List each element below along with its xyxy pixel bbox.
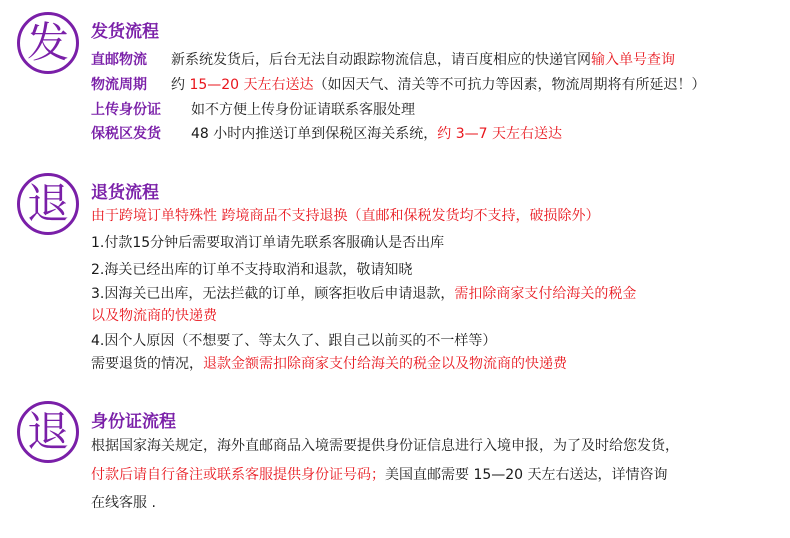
line-text: 美国直邮需要 15—20 天左右送达，详情咨询	[385, 467, 668, 483]
row-red: 约 3—7 天左右送达	[437, 126, 562, 142]
idcard-line-3: 在线客服 .	[91, 495, 156, 511]
idcard-section	[0, 385, 790, 535]
row-text: 48 小时内推送订单到保税区海关系统，	[191, 126, 438, 142]
row-prefix: 约	[171, 77, 190, 93]
row-label: 物流周期	[91, 77, 147, 93]
returns-badge-icon: 退	[17, 173, 79, 235]
row-label: 上传身份证	[91, 102, 161, 118]
idcard-badge-icon: 退	[17, 401, 79, 463]
idcard-title: 身份证流程	[91, 412, 176, 432]
returns-final	[91, 354, 567, 374]
item-text: 3.因海关已出库，无法拦截的订单，顾客拒收后申请退款，	[91, 286, 455, 302]
shipping-row-idcard	[91, 100, 415, 120]
shipping-row-direct	[91, 50, 675, 70]
row-text: 新系统发货后，后台无法自动跟踪物流信息，请百度相应的快递官网	[171, 52, 591, 68]
final-prefix: 需要退货的情况，	[91, 356, 203, 372]
returns-item-1: 1.付款15分钟后需要取消订单请先联系客服确认是否出库	[91, 235, 445, 251]
returns-section	[0, 160, 790, 380]
returns-item-4: 4.因个人原因（不想要了、等太久了、跟自己以前买的不一样等）	[91, 333, 497, 349]
row-label: 直邮物流	[91, 52, 147, 68]
item-red: 需扣除商家支付给海关的税金	[454, 286, 637, 302]
row-red-link: 输入单号查询	[591, 52, 675, 68]
line-red: 付款后请自行备注或联系客服提供身份证号码；	[91, 467, 385, 483]
shipping-badge-icon: 发	[17, 12, 79, 74]
idcard-line-1: 根据国家海关规定，海外直邮商品入境需要提供身份证信息进行入境申报，为了及时给您发货，	[91, 438, 679, 454]
returns-notice: 由于跨境订单特殊性 跨境商品不支持退换（直邮和保税发货均不支持，破损除外）	[91, 208, 600, 224]
shipping-row-bonded	[91, 124, 562, 144]
returns-item-3	[91, 284, 636, 304]
shipping-row-cycle	[91, 75, 706, 95]
idcard-line-2	[91, 465, 668, 485]
row-text: （如因天气、清关等不可抗力等因素，物流周期将有所延迟！）	[313, 77, 706, 93]
final-red: 退款金额需扣除商家支付给海关的税金以及物流商的快递费	[203, 356, 567, 372]
row-red: 15—20 天左右送达	[189, 77, 314, 93]
shipping-title: 发货流程	[91, 22, 159, 42]
row-text: 如不方便上传身份证请联系客服处理	[191, 102, 415, 118]
row-label: 保税区发货	[91, 126, 161, 142]
returns-item-2: 2.海关已经出库的订单不支持取消和退款，敬请知晓	[91, 262, 413, 278]
returns-item-3-cont: 以及物流商的快递费	[91, 308, 217, 324]
returns-title: 退货流程	[91, 183, 159, 203]
shipping-section	[0, 0, 790, 160]
